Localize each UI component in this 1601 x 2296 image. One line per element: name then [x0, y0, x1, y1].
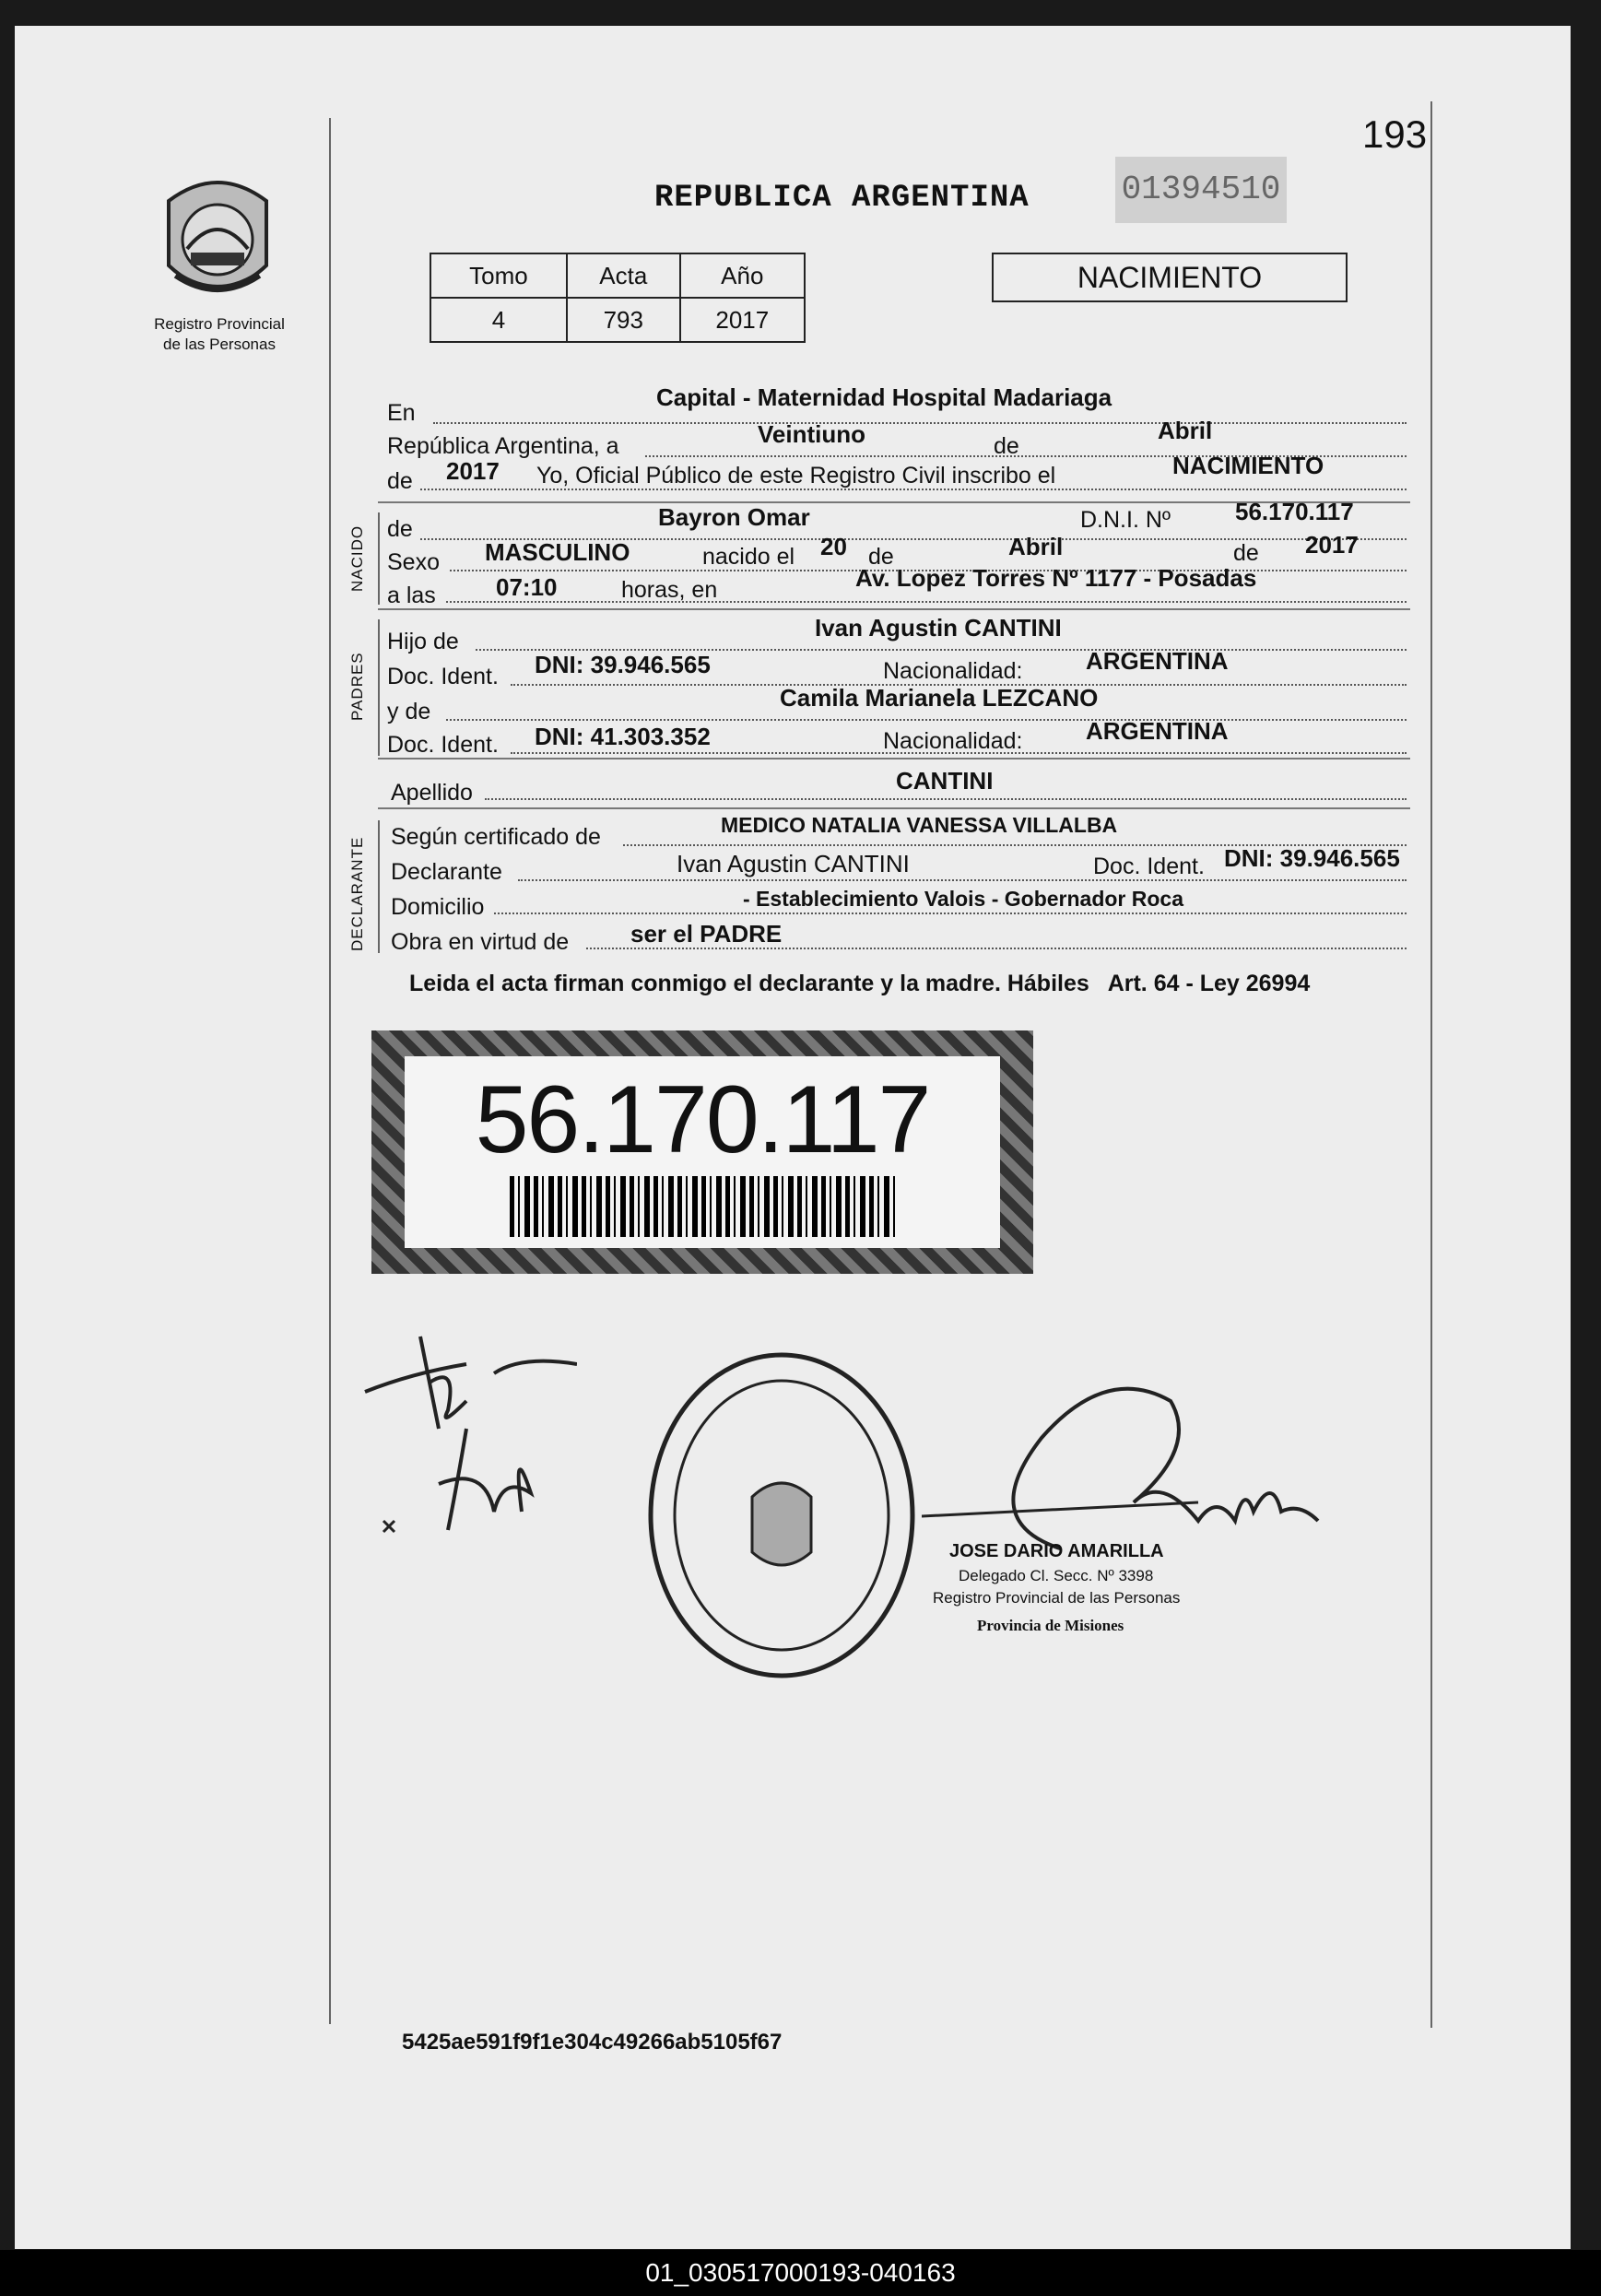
page-number: 193 [1362, 112, 1428, 156]
nombre-value: Bayron Omar [658, 503, 810, 531]
dots [518, 879, 1407, 881]
domicilio-value: - Establecimiento Valois - Gobernador Roca [743, 887, 1184, 911]
official-name: JOSE DARIO AMARILLA [949, 1541, 1164, 1561]
dni-value: 56.170.117 [1235, 498, 1354, 525]
rule [378, 608, 1410, 610]
padre-value: Ivan Agustin CANTINI [815, 614, 1062, 642]
document-hash: 5425ae591f9f1e304c49266ab5105f67 [402, 2030, 783, 2055]
tomo-value: 4 [430, 298, 567, 342]
anio-inscripcion-value: 2017 [446, 457, 500, 485]
closing-note: Leida el acta firman conmigo el declarante y la madre. Hábiles Art. 64 - Ley 26994 [409, 971, 1311, 996]
declarante-doc-value: DNI: 39.946.565 [1224, 844, 1400, 872]
doc-ident3-label: Doc. Ident. [1093, 854, 1205, 879]
yo-label: Yo, Oficial Público de este Registro Civil inscribo el [536, 463, 1056, 489]
lugar-nac-value: Av. Lopez Torres Nº 1177 - Posadas [855, 564, 1257, 592]
logo-caption-line1: Registro Provincial [154, 315, 285, 333]
dni-label: D.N.I. Nº [1080, 507, 1171, 533]
madre-nac-value: ARGENTINA [1086, 717, 1229, 745]
sexo-label: Sexo [387, 549, 440, 575]
nacionalidad2-label: Nacionalidad: [883, 728, 1023, 754]
domicilio-label: Domicilio [391, 894, 485, 920]
lugar-value: Capital - Maternidad Hospital Madariaga [656, 383, 1112, 411]
record-type-box: NACIMIENTO [992, 253, 1348, 302]
doc-ident2-label: Doc. Ident. [387, 732, 499, 758]
rule [378, 758, 1410, 759]
section-line [378, 820, 380, 953]
en-label: En [387, 400, 416, 426]
left-margin-line [329, 118, 331, 2024]
de-mes-label: de [994, 433, 1019, 459]
y-de-label: y de [387, 699, 431, 724]
apellido-label: Apellido [391, 780, 473, 806]
acta-value: 793 [567, 298, 680, 342]
official-seal [645, 1349, 918, 1681]
section-line [378, 619, 380, 756]
tomo-acta-anio-table [430, 253, 806, 343]
a-las-label: a las [387, 583, 436, 608]
segun-label: Según certificado de [391, 824, 601, 850]
tipo-value: NACIMIENTO [1172, 452, 1324, 479]
official-position: Delegado Cl. Secc. Nº 3398 [959, 1567, 1154, 1584]
barcode-label [405, 1056, 1000, 1248]
tomo-header: Tomo [430, 253, 567, 298]
logo-caption-line2: de las Personas [163, 336, 276, 353]
declarante-value: Ivan Agustin CANTINI [677, 850, 910, 877]
nacionalidad1-label: Nacionalidad: [883, 658, 1023, 684]
sexo-value: MASCULINO [485, 538, 630, 566]
madre-value: Camila Marianela LEZCANO [780, 684, 1099, 712]
country-title: REPUBLICA ARGENTINA [654, 181, 1030, 216]
padre-doc-value: DNI: 39.946.565 [535, 651, 711, 678]
barcode-frame [371, 1030, 1033, 1274]
dots [485, 798, 1407, 800]
horas-en-label: horas, en [621, 577, 718, 603]
anio-header: Año [680, 253, 805, 298]
nacido-el-label: nacido el [702, 544, 795, 570]
dots [446, 601, 1407, 603]
dia-nac-value: 20 [820, 533, 847, 560]
rule [378, 807, 1410, 809]
certificado-value: MEDICO NATALIA VANESSA VILLALBA [721, 813, 1118, 837]
hijo-de-label: Hijo de [387, 629, 459, 654]
de-anio-label: de [387, 468, 413, 494]
scan-footer-id: 01_030517000193-040163 [0, 2250, 1601, 2296]
obra-value: ser el PADRE [630, 920, 783, 948]
apellido-value: CANTINI [896, 767, 994, 795]
anio-value: 2017 [680, 298, 805, 342]
dots [433, 422, 1407, 424]
section-line [378, 512, 380, 605]
mes-nac-value: Abril [1008, 533, 1064, 560]
barcode-bars [510, 1176, 895, 1237]
republica-label: República Argentina, a [387, 433, 619, 459]
barcode-number: 56.170.117 [475, 1066, 930, 1173]
declarant-signature [356, 1327, 577, 1548]
declarante-label: Declarante [391, 859, 502, 885]
right-margin-line [1430, 101, 1432, 2028]
acta-header: Acta [567, 253, 680, 298]
hora-value: 07:10 [496, 573, 558, 601]
anio-nac-value: 2017 [1305, 531, 1359, 559]
padre-nac-value: ARGENTINA [1086, 647, 1229, 675]
dots [446, 719, 1407, 721]
de-nombre-label: de [387, 516, 413, 542]
official-province: Provincia de Misiones [977, 1617, 1124, 1634]
dia-inscripcion-value: Veintiuno [758, 420, 865, 448]
padres-section-label: PADRES [348, 652, 366, 721]
obra-label: Obra en virtud de [391, 929, 570, 955]
dots [494, 913, 1407, 914]
serial-number: 01394510 [1115, 157, 1287, 223]
de-dia-label: de [868, 544, 894, 570]
de-anio2-label: de [1233, 540, 1259, 566]
official-registry: Registro Provincial de las Personas [933, 1589, 1181, 1607]
declarante-section-label: DECLARANTE [348, 836, 366, 951]
mes-inscripcion-value: Abril [1158, 417, 1213, 444]
doc-ident1-label: Doc. Ident. [387, 664, 499, 689]
nacido-section-label: NACIDO [348, 524, 366, 592]
madre-doc-value: DNI: 41.303.352 [535, 723, 711, 750]
provincia-de-misiones-crest [159, 173, 276, 310]
